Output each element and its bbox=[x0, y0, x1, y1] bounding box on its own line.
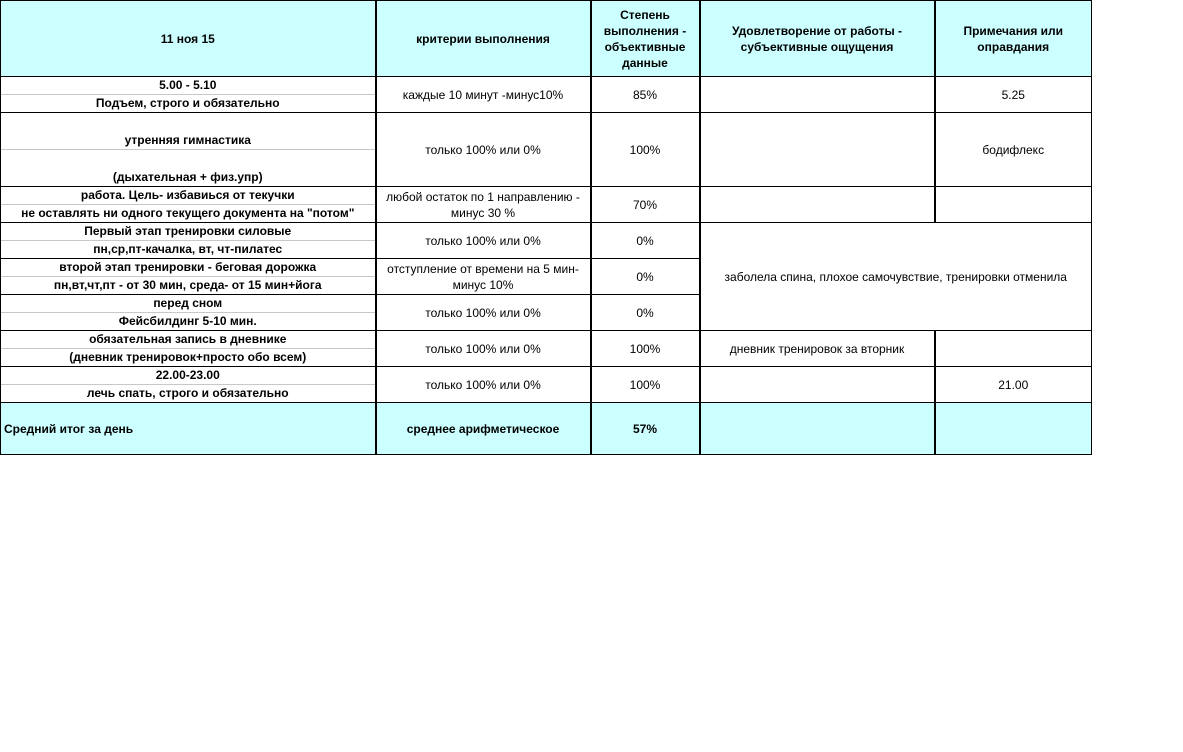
degree-value: 85% bbox=[632, 87, 658, 102]
criteria-cell[interactable] bbox=[376, 223, 591, 259]
task-line-2: (дневник тренировок+просто обо всем) bbox=[1, 348, 375, 366]
task-cell[interactable] bbox=[1, 259, 376, 295]
satisfaction-cell[interactable] bbox=[700, 77, 935, 113]
notes-cell[interactable] bbox=[935, 113, 1092, 187]
header-criteria: критерии выполнения bbox=[416, 31, 550, 46]
satisfaction-cell[interactable] bbox=[700, 187, 935, 223]
notes-text: 5.25 bbox=[1001, 87, 1025, 102]
header-row bbox=[1, 1, 1092, 77]
task-cell[interactable] bbox=[1, 223, 376, 259]
criteria-cell[interactable] bbox=[376, 295, 591, 331]
notes-text: бодифлекс bbox=[982, 142, 1045, 157]
table-row bbox=[1, 367, 1092, 403]
task-cell[interactable] bbox=[1, 187, 376, 223]
task-line-2: не оставлять ни одного текущего документа на "потом" bbox=[1, 204, 375, 222]
table-row bbox=[1, 187, 1092, 223]
task-cell[interactable] bbox=[1, 331, 376, 367]
criteria-text: каждые 10 минут -минус10% bbox=[402, 87, 564, 102]
criteria-text: любой остаток по 1 направлению - минус 30 % bbox=[386, 189, 580, 220]
total-notes-cell[interactable] bbox=[935, 403, 1092, 455]
degree-value: 100% bbox=[629, 142, 661, 157]
criteria-cell[interactable] bbox=[376, 367, 591, 403]
header-degree: Степень выполнения - объективные данные bbox=[603, 7, 687, 70]
task-line-2: Подъем, строго и обязательно bbox=[1, 94, 375, 112]
merged-note-cell[interactable] bbox=[700, 223, 1092, 331]
satisfaction-text: дневник тренировок за вторник bbox=[729, 341, 905, 356]
criteria-cell[interactable] bbox=[376, 187, 591, 223]
task-line-2: лечь спать, строго и обязательно bbox=[1, 384, 375, 402]
degree-cell[interactable] bbox=[591, 77, 700, 113]
degree-value: 0% bbox=[636, 305, 654, 320]
notes-cell[interactable] bbox=[935, 77, 1092, 113]
task-line-1: 5.00 - 5.10 bbox=[159, 78, 217, 92]
criteria-text: только 100% или 0% bbox=[425, 341, 541, 356]
degree-cell[interactable] bbox=[591, 187, 700, 223]
degree-value: 0% bbox=[636, 269, 654, 284]
criteria-cell[interactable] bbox=[376, 113, 591, 187]
table-row bbox=[1, 331, 1092, 367]
total-row bbox=[1, 403, 1092, 455]
satisfaction-cell[interactable] bbox=[700, 331, 935, 367]
total-criteria: среднее арифметическое bbox=[406, 421, 560, 436]
header-satisfaction: Удовлетворение от работы - субъективные ощущения bbox=[731, 23, 903, 54]
satisfaction-cell[interactable] bbox=[700, 113, 935, 187]
total-criteria-cell[interactable] bbox=[376, 403, 591, 455]
header-criteria-cell[interactable] bbox=[376, 1, 591, 77]
task-line-1: 22.00-23.00 bbox=[155, 368, 220, 382]
task-line-1: работа. Цель- избавиься от текучки bbox=[80, 188, 295, 202]
task-line-1: Первый этап тренировки силовые bbox=[84, 224, 292, 238]
degree-cell[interactable] bbox=[591, 367, 700, 403]
criteria-cell[interactable] bbox=[376, 331, 591, 367]
total-label: Средний итог за день bbox=[4, 421, 134, 436]
task-line-2: (дыхательная + физ.упр) bbox=[112, 170, 263, 184]
criteria-text: отступление от времени на 5 мин- минус 10% bbox=[387, 261, 579, 292]
header-notes-cell[interactable] bbox=[935, 1, 1092, 77]
degree-value: 0% bbox=[636, 233, 654, 248]
header-degree-cell[interactable] bbox=[591, 1, 700, 77]
task-line-1: второй этап тренировки - беговая дорожка bbox=[59, 260, 317, 274]
notes-cell[interactable] bbox=[935, 331, 1092, 367]
criteria-text: только 100% или 0% bbox=[425, 233, 541, 248]
task-line-1: утренняя гимнастика bbox=[124, 133, 251, 147]
task-line-2: пн,вт,чт,пт - от 30 мин, среда- от 15 мин+йога bbox=[1, 276, 375, 294]
task-cell[interactable] bbox=[1, 77, 376, 113]
merged-note-text: заболела спина, плохое самочувствие, тренировки отменила bbox=[724, 269, 1067, 284]
total-label-cell[interactable] bbox=[1, 403, 376, 455]
criteria-text: только 100% или 0% bbox=[425, 377, 541, 392]
table-row bbox=[1, 77, 1092, 113]
task-line-1: перед сном bbox=[153, 296, 223, 310]
header-satisfaction-cell[interactable] bbox=[700, 1, 935, 77]
table-row bbox=[1, 223, 1092, 259]
notes-cell[interactable] bbox=[935, 187, 1092, 223]
criteria-cell[interactable] bbox=[376, 259, 591, 295]
task-cell[interactable] bbox=[1, 113, 376, 187]
header-notes: Примечания или оправдания bbox=[963, 23, 1064, 54]
degree-cell[interactable] bbox=[591, 113, 700, 187]
notes-cell[interactable] bbox=[935, 367, 1092, 403]
task-cell[interactable] bbox=[1, 367, 376, 403]
table-row bbox=[1, 113, 1092, 187]
total-degree-cell[interactable] bbox=[591, 403, 700, 455]
degree-cell[interactable] bbox=[591, 259, 700, 295]
total-satisfaction-cell[interactable] bbox=[700, 403, 935, 455]
degree-cell[interactable] bbox=[591, 223, 700, 259]
task-line-2: пн,ср,пт-качалка, вт, чт-пилатес bbox=[1, 240, 375, 258]
task-cell[interactable] bbox=[1, 295, 376, 331]
task-line-1: обязательная запись в дневнике bbox=[89, 332, 287, 346]
degree-cell[interactable] bbox=[591, 331, 700, 367]
criteria-text: только 100% или 0% bbox=[425, 305, 541, 320]
degree-value: 70% bbox=[632, 197, 658, 212]
criteria-text: только 100% или 0% bbox=[425, 142, 541, 157]
header-date: 11 ноя 15 bbox=[160, 31, 215, 46]
degree-value: 100% bbox=[629, 377, 661, 392]
degree-cell[interactable] bbox=[591, 295, 700, 331]
notes-text: 21.00 bbox=[998, 377, 1029, 392]
satisfaction-cell[interactable] bbox=[700, 367, 935, 403]
header-date-cell[interactable] bbox=[1, 1, 376, 77]
degree-value: 100% bbox=[629, 341, 661, 356]
total-degree: 57% bbox=[632, 421, 658, 436]
task-line-2: Фейсбилдинг 5-10 мин. bbox=[1, 312, 375, 330]
criteria-cell[interactable] bbox=[376, 77, 591, 113]
